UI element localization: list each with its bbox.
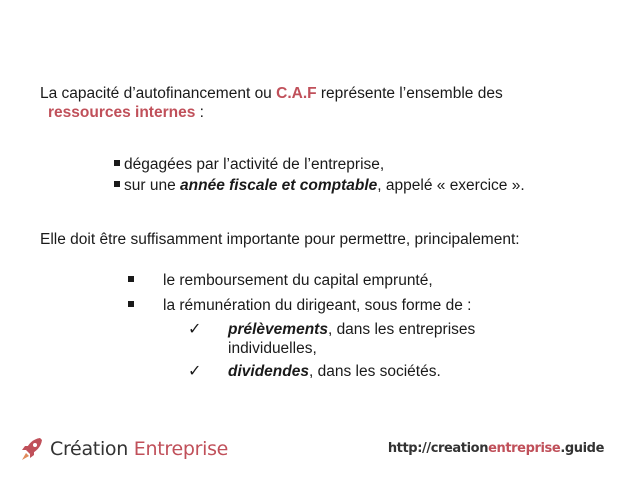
intro-text-2: représente l’ensemble des (316, 85, 503, 102)
check-text-1-bold: prélèvements (228, 321, 328, 338)
square-bullet-icon (114, 160, 120, 166)
url-part-3: .guide (560, 441, 604, 456)
bullet1-text-2c: , appelé « exercice ». (377, 177, 525, 194)
url-part-1: http://creation (387, 441, 489, 456)
intro-line-1 (40, 84, 610, 103)
bullet2-text-1: le remboursement du capital emprunté, (163, 272, 433, 289)
bullet1-item-2 (114, 176, 525, 195)
bullet1-text-2b: année fiscale et comptable (180, 177, 378, 194)
ressources-term: ressources internes (48, 104, 196, 121)
bullet2-item-2 (128, 296, 138, 315)
brand-name (50, 438, 228, 460)
intro-text-1: La capacité d’autofinancement ou (40, 85, 277, 102)
bullet2-item-1 (128, 271, 138, 290)
checkmark-icon: ✓ (188, 363, 202, 380)
check-text-1-cont: individuelles, (228, 340, 317, 357)
check-item-1 (228, 320, 475, 339)
brand-part-1: Création (50, 438, 128, 460)
bullet1-text-2a: sur une (124, 177, 181, 194)
footer-logo (20, 434, 228, 464)
square-bullet-icon (128, 301, 134, 307)
bullet1-text-1: dégagées par l’activité de l’entreprise, (124, 156, 385, 173)
para2: Elle doit être suffisamment importante pour permettre, principalement: (40, 231, 520, 248)
brand-part-2: Entreprise (133, 438, 229, 460)
square-bullet-icon (114, 181, 120, 187)
intro-line-2 (40, 103, 610, 122)
check-text-2-bold: dividendes (228, 363, 309, 380)
url-part-2: entreprise (488, 441, 561, 456)
checkmark-icon: ✓ (188, 321, 202, 338)
bullet2-text-2: la rémunération du dirigeant, sous forme de : (163, 297, 472, 314)
check-text-1-rest: , dans les entreprises (327, 321, 476, 338)
rocket-icon (20, 436, 44, 462)
intro-paragraph (40, 84, 610, 122)
check-item-2 (228, 362, 441, 381)
intro-text-3: : (195, 104, 204, 121)
bullet1-item-1 (114, 155, 384, 174)
check-text-2-rest: , dans les sociétés. (308, 363, 441, 380)
caf-term: C.A.F (276, 85, 317, 102)
footer-url[interactable] (388, 441, 604, 456)
square-bullet-icon (128, 276, 134, 282)
